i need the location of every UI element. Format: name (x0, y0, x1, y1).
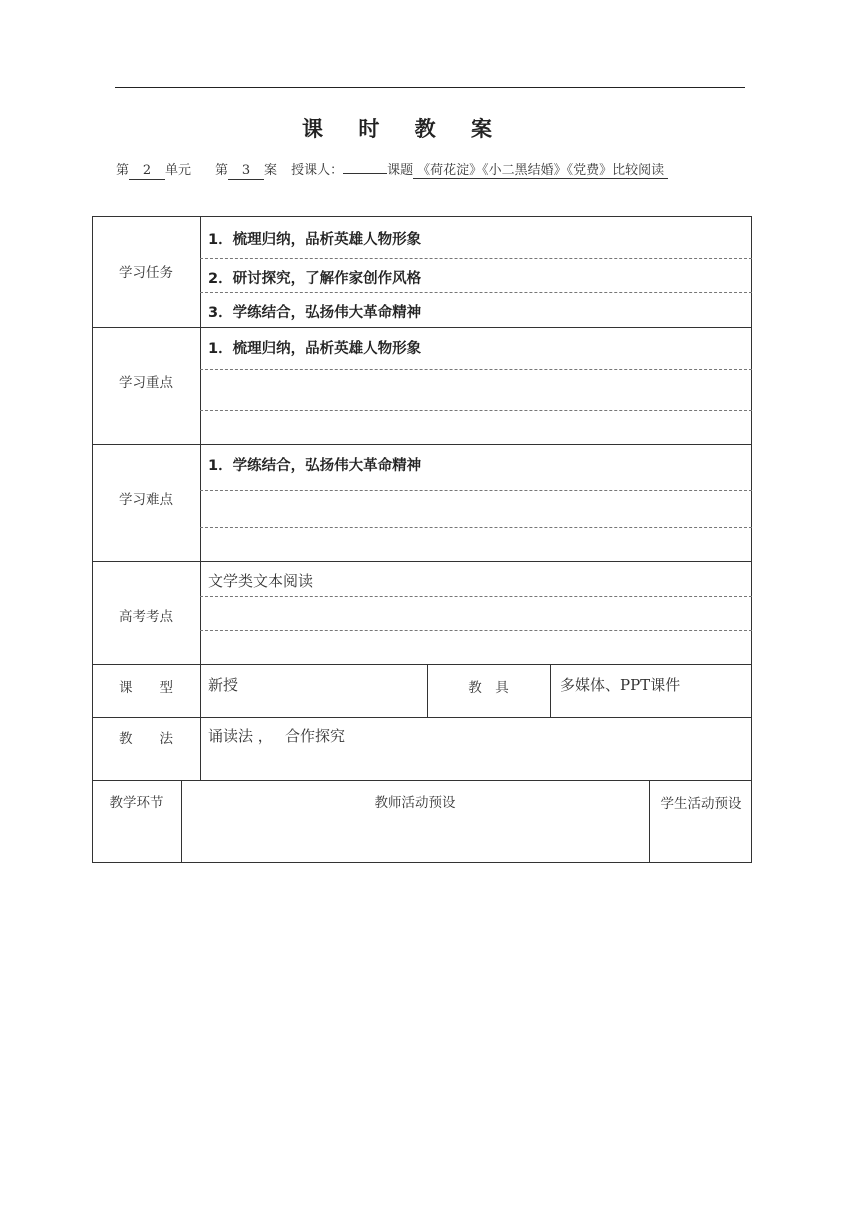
row-divider (92, 717, 752, 718)
teacher-field (343, 157, 387, 174)
lesson-prefix: 第 (215, 163, 229, 178)
teaching-tools-label: 教 具 (468, 680, 509, 696)
dashed-divider (200, 410, 752, 411)
row-divider (92, 780, 752, 781)
dashed-divider (200, 596, 752, 597)
focus-label: 学习重点 (119, 375, 173, 391)
dashed-divider (200, 630, 752, 631)
teaching-tools-value: 多媒体、PPT课件 (560, 676, 681, 694)
lesson-table (92, 216, 752, 863)
dashed-divider (200, 292, 752, 293)
row-divider (92, 444, 752, 445)
focus-item-1: 1．梳理归纳，品析英雄人物形象 (208, 341, 422, 357)
column-divider (200, 717, 201, 780)
lesson-type-value: 新授 (208, 676, 239, 694)
row-divider (92, 561, 752, 562)
row-divider (92, 327, 752, 328)
dashed-divider (200, 527, 752, 528)
exam-label: 高考考点 (119, 609, 173, 625)
teaching-method-value: 诵读法 ， 合作探究 (208, 727, 346, 745)
student-activity-header: 学生活动预设 (660, 796, 742, 812)
teaching-stage-header: 教学环节 (109, 795, 164, 811)
task-item-1: 1．梳理归纳，品析英雄人物形象 (208, 232, 422, 248)
column-divider (550, 664, 551, 717)
dashed-divider (200, 369, 752, 370)
unit-prefix: 第 (116, 163, 130, 178)
dashed-divider (200, 258, 752, 259)
row-divider (92, 664, 752, 665)
difficulty-item-1: 1．学练结合，弘扬伟大革命精神 (208, 458, 422, 474)
column-divider (649, 780, 650, 862)
lesson-number: 3 (228, 163, 264, 180)
exam-item-1: 文学类文本阅读 (208, 572, 314, 590)
dashed-divider (200, 490, 752, 491)
page-title: 课 时 教 案 (302, 117, 506, 141)
task-item-2: 2．研讨探究，了解作家创作风格 (208, 271, 422, 287)
unit-suffix: 单元 (165, 163, 192, 178)
lesson-suffix: 案 (264, 163, 278, 178)
header-rule (115, 87, 745, 88)
topic-label: 课题 (387, 163, 414, 178)
lesson-type-label: 课 型 (119, 680, 173, 696)
teaching-method-label: 教 法 (119, 731, 173, 747)
topic-value: 《荷花淀》《小二黑结婚》《党费》比较阅读 (413, 159, 668, 179)
teacher-label: 授课人： (291, 163, 344, 178)
teacher-activity-header: 教师活动预设 (374, 795, 456, 811)
unit-number: 2 (129, 163, 165, 180)
lesson-meta-line (116, 157, 668, 180)
tasks-label: 学习任务 (119, 265, 173, 281)
difficulty-label: 学习难点 (119, 492, 173, 508)
task-item-3: 3．学练结合，弘扬伟大革命精神 (208, 305, 422, 321)
